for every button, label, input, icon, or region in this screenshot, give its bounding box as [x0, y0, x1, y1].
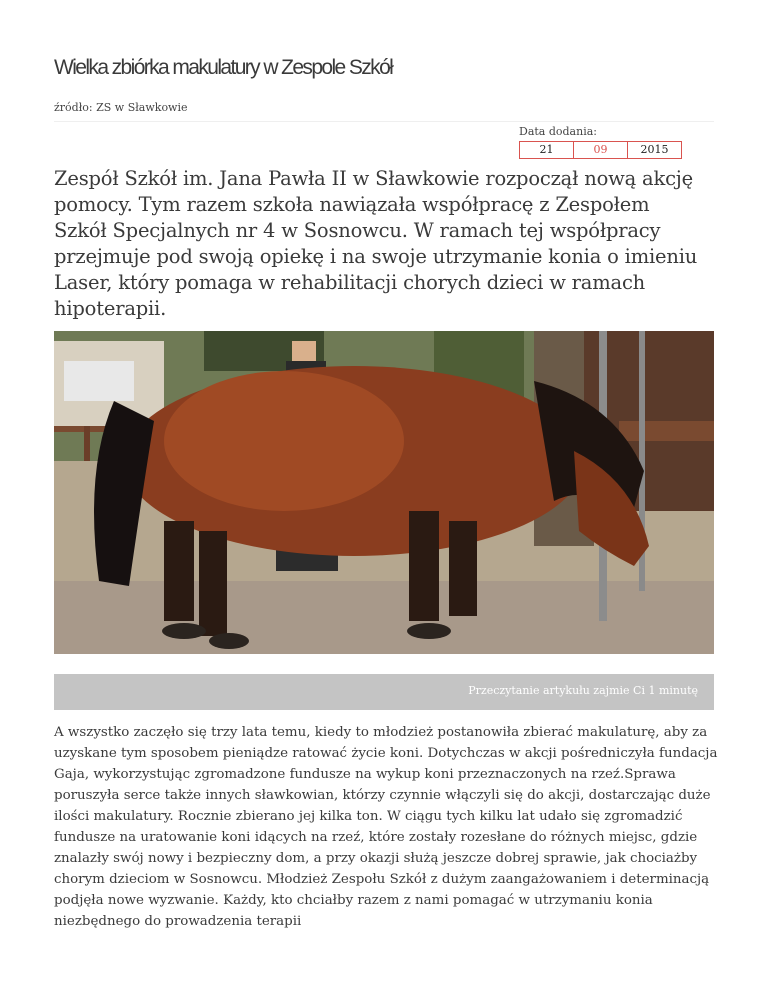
date-label: Data dodania:	[519, 125, 597, 138]
date-year: 2015	[627, 142, 681, 158]
date-day: 21	[539, 143, 554, 156]
date-display	[519, 141, 682, 159]
article-title: Wielka zbiórka makulatury w Zespole Szkół	[54, 56, 393, 79]
article-body: A wszystko zaczęło się trzy lata temu, kiedy to młodzież postanowiła zbierać makulaturę, aby za uzyskane tym sposobem pieniądze ratować życie koni. Dotychczas w akcji pośredniczyła fundacja Gaja, wykorzystując zgromadzone fundusze na wykup koni przeznaczonych na rzeź.Sprawa poruszyła serce także innych sławkowian, którzy czynnie włączyli się do akcji, dostarczając duże ilości makulatury. Rocznie zbierano jej kilka ton. W ciągu tych kilku lat udało się zgromadzić fundusze na uratowanie koni idących na rzeź, które zostały rozesłane do różnych miejsc, gdzie znalazły swój nowy i bezpieczny dom, a przy okazji służą jeszcze dobrej sprawie, jak chociażby chorym dzieciom w Sosnowcu. Młodzież Zespołu Szkół z dużym zaangażowaniem i determinacją podjęła nowe wyzwanie. Każdy, kto chciałby razem z nami pomagać w utrzymaniu konia niezbędnego do prowadzenia terapii	[54, 725, 718, 929]
article-lead: Zespół Szkół im. Jana Pawła II w Sławkowie rozpoczął nową akcję pomocy. Tym razem szkoła nawiązała współpracę z Zespołem Szkół Specjalnych nr 4 w Sosnowcu. W ramach tej współpracy przejmuje pod swoją opiekę i na swoje utrzymanie konia o imieniu Laser, który pomaga w rehabilitacji chorych dzieci w ramach hipoterapii.	[54, 167, 698, 320]
reading-time-text: Przeczytanie artykułu zajmie Ci 1 minutę	[468, 684, 698, 697]
article-source: źródło: ZS w Sławkowie	[54, 101, 188, 114]
horse-photo	[54, 331, 714, 654]
date-month: 09	[573, 142, 627, 158]
reading-time-bar	[54, 674, 714, 710]
divider	[54, 121, 714, 122]
